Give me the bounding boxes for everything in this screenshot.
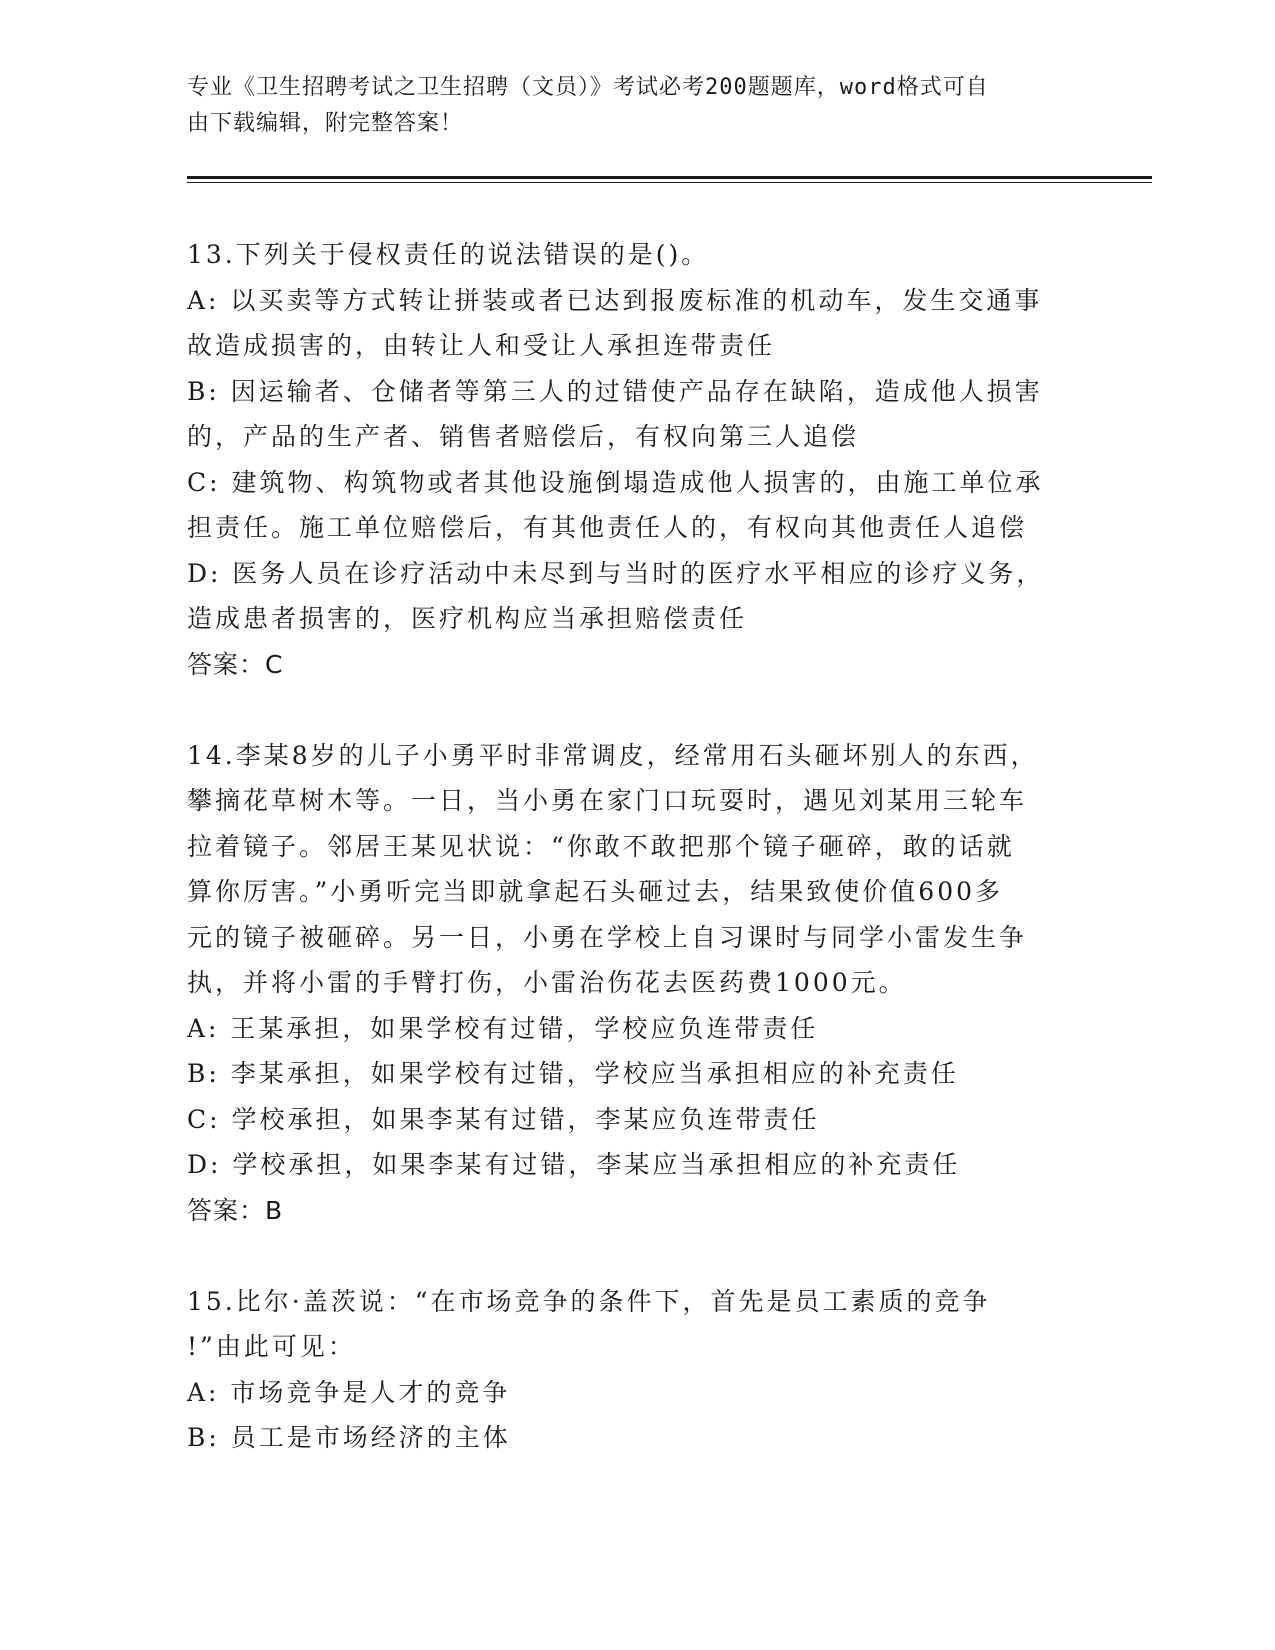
option-c: C: 学校承担，如果李某有过错，李某应负连带责任 [187, 1104, 820, 1134]
option-c [187, 460, 1087, 551]
question-stem-line: 14.李某8岁的儿子小勇平时非常调皮，经常用石头砸坏别人的东西， [187, 740, 1039, 770]
header-line: 专业《卫生招聘考试之卫生招聘（文员）》考试必考200题题库，word格式可自 [187, 75, 989, 100]
question-stem-line: 算你厉害。”小勇听完当即就拿起石头砸过去，结果致使价值600多 [187, 877, 1004, 906]
question-stem-line: 执，并将小雷的手臂打伤，小雷治伤花去医药费1000元。 [187, 968, 907, 997]
question-spacer [187, 687, 1087, 733]
question-list [187, 232, 1087, 1461]
option-line: A: 以买卖等方式转让拼装或者已达到报废标准的机动车，发生交通事 [187, 285, 1043, 315]
question-13 [187, 232, 1087, 687]
header-divider-thick [187, 176, 1152, 179]
question-stem-line: 攀摘花草树木等。一日，当小勇在家门口玩耍时，遇见刘某用三轮车 [187, 786, 1028, 815]
answer-label: 答案：C [187, 649, 284, 679]
question-stem-line: 13.下列关于侵权责任的说法错误的是()。 [187, 240, 710, 269]
option-b: B: 李某承担，如果学校有过错，学校应当承担相应的补充责任 [187, 1059, 959, 1088]
answer-label: 答案：B [187, 1195, 284, 1225]
question-stem-line: 拉着镜子。邻居王某见状说：“你敢不敢把那个镜子砸碎，敢的话就 [187, 831, 1015, 861]
header-divider-thin [187, 182, 1152, 183]
question-15 [187, 1279, 1087, 1461]
option-line: B: 因运输者、仓储者等第三人的过错使产品存在缺陷，造成他人损害 [187, 376, 1043, 406]
question-stem-line: !”由此可见： [187, 1332, 356, 1361]
option-line: 故造成损害的，由转让人和受让人承担连带责任 [187, 331, 776, 360]
option-a [187, 278, 1087, 369]
option-a: A: 市场竞争是人才的竞争 [187, 1377, 511, 1407]
option-line: D: 医务人员在诊疗活动中未尽到与当时的医疗水平相应的诊疗义务， [187, 558, 1045, 588]
option-line: 担责任。施工单位赔偿后，有其他责任人的，有权向其他责任人追偿 [187, 513, 1028, 542]
option-d [187, 551, 1087, 642]
option-line: 造成患者损害的，医疗机构应当承担赔偿责任 [187, 604, 748, 633]
option-b [187, 369, 1087, 460]
document-header [187, 70, 1087, 142]
question-stem-line: 元的镜子被砸碎。另一日，小勇在学校上自习课时与同学小雷发生争 [187, 922, 1028, 952]
question-14 [187, 733, 1087, 1234]
question-stem-line: 15.比尔·盖茨说：“在市场竞争的条件下，首先是员工素质的竞争 [187, 1286, 991, 1316]
option-b: B: 员工是市场经济的主体 [187, 1423, 511, 1452]
option-line: C: 建筑物、构筑物或者其他设施倒塌造成他人损害的，由施工单位承 [187, 467, 1044, 497]
option-line: 的，产品的生产者、销售者赔偿后，有权向第三人追偿 [187, 422, 860, 451]
option-a: A: 王某承担，如果学校有过错，学校应负连带责任 [187, 1013, 819, 1043]
option-d: D: 学校承担，如果李某有过错，李某应当承担相应的补充责任 [187, 1150, 961, 1179]
question-spacer [187, 1233, 1087, 1279]
header-line: 由下载编辑，附完整答案！ [187, 111, 464, 136]
